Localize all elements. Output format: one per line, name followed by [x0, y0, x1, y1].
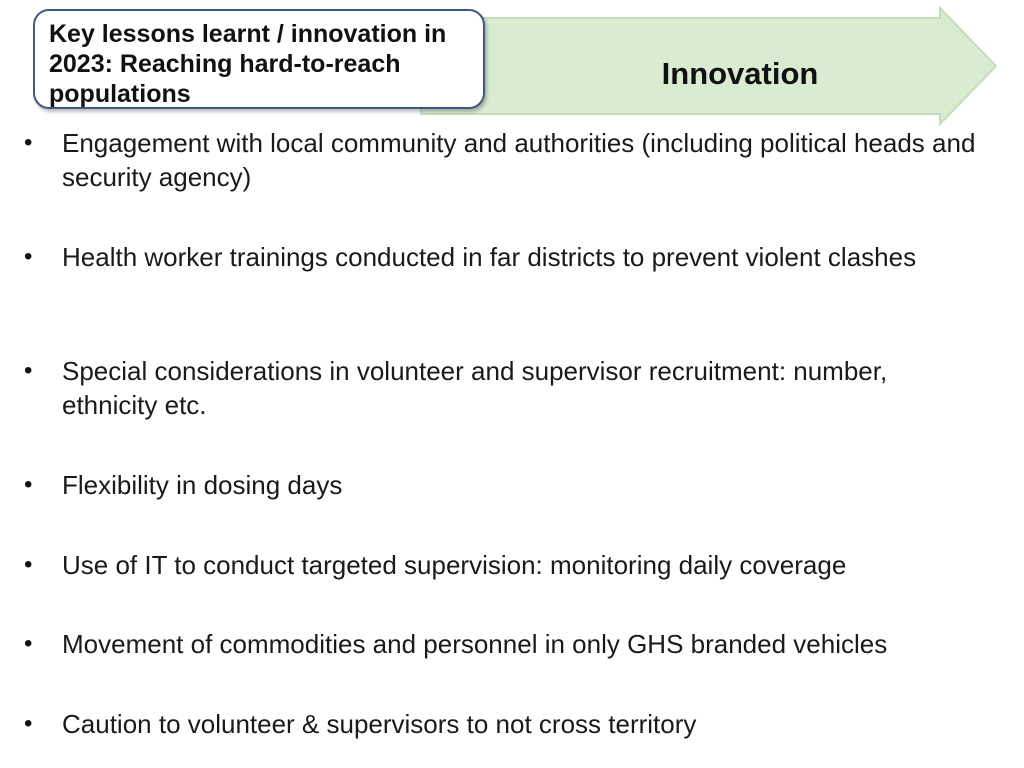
bullet-text: Movement of commodities and personnel in only GHS branded vehicles	[62, 629, 888, 659]
list-item	[24, 548, 984, 582]
bullet-icon: •	[24, 630, 33, 657]
bullet-text: Use of IT to conduct targeted supervision: monitoring daily coverage	[62, 550, 847, 580]
list-item	[24, 707, 984, 741]
list-item	[24, 126, 984, 194]
list-item	[24, 240, 984, 274]
bullet-text: Health worker trainings conducted in far districts to prevent violent clashes	[62, 242, 917, 272]
title-box	[33, 9, 485, 109]
bullet-icon: •	[24, 243, 33, 270]
bullet-icon: •	[24, 551, 33, 578]
bullet-text: Special considerations in volunteer and supervisor recruitment: number, ethnicity etc.	[62, 356, 888, 420]
list-item	[24, 468, 984, 502]
bullet-icon: •	[24, 129, 33, 156]
bullet-text: Flexibility in dosing days	[62, 470, 343, 500]
bullet-text: Caution to volunteer & supervisors to not cross territory	[62, 709, 697, 739]
bullet-icon: •	[24, 357, 33, 384]
bullet-text: Engagement with local community and authorities (including political heads and security agency)	[62, 128, 976, 192]
bullet-icon: •	[24, 710, 33, 737]
slide-title: Key lessons learnt / innovation in 2023: Reaching hard-to-reach populations	[49, 20, 447, 108]
banner-label: Innovation	[661, 56, 819, 91]
list-item	[24, 627, 984, 661]
bullet-icon: •	[24, 471, 33, 498]
list-item	[24, 354, 984, 422]
